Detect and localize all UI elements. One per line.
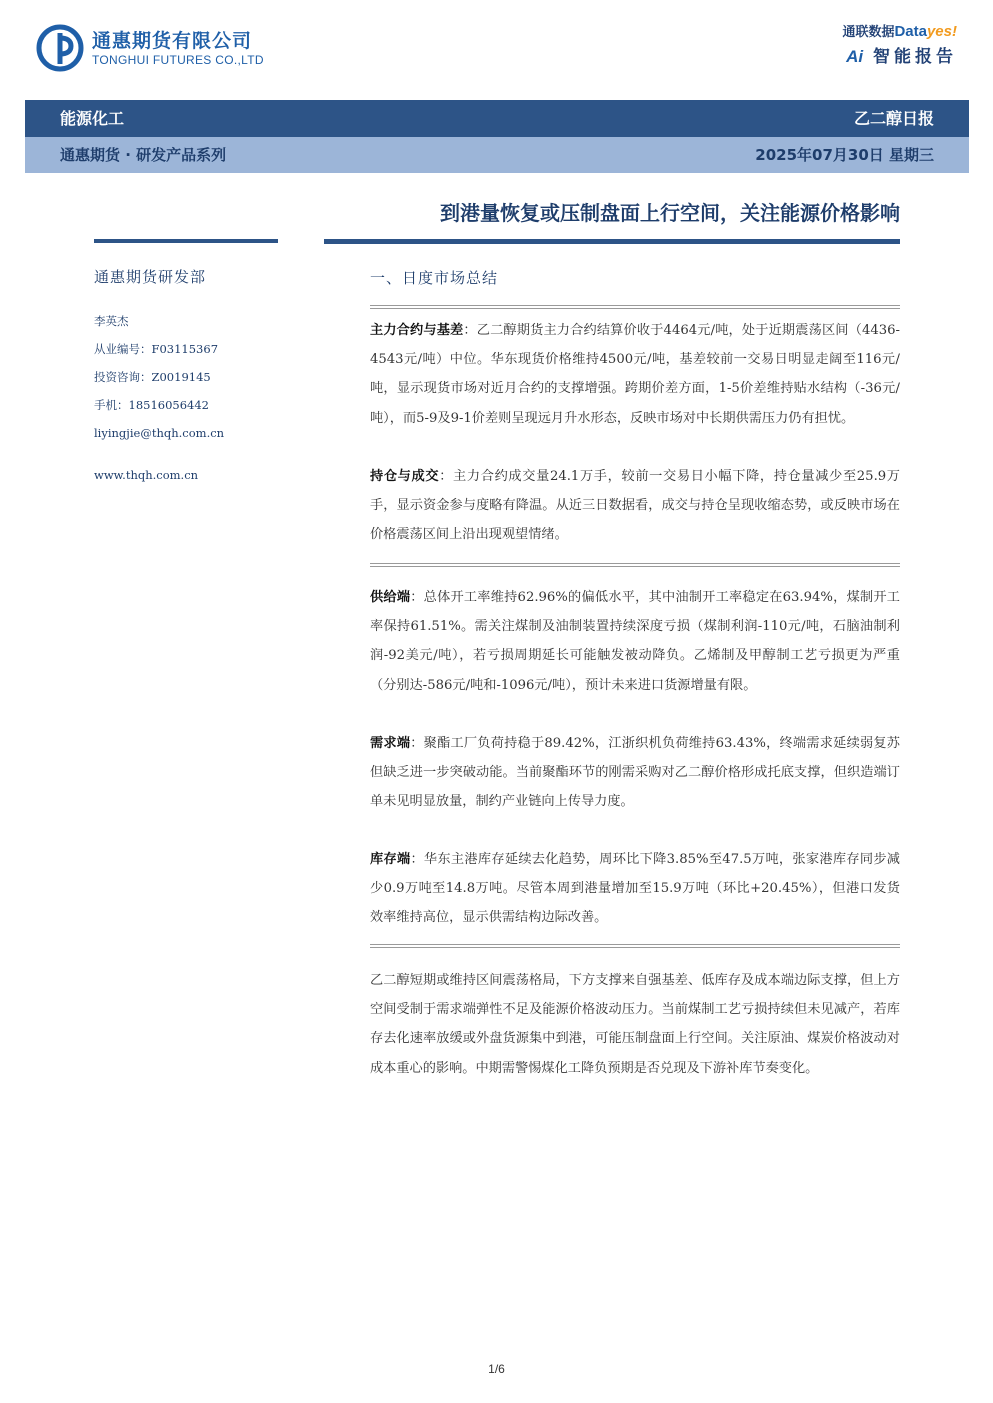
report-type-label: 乙二醇日报 <box>853 109 934 128</box>
paragraph-text: ：乙二醇期货主力合约结算价收于4464元/吨，处于近期震荡区间（4436-4543元/吨）中位。华东现货价格维持4500元/吨，基差较前一交易日明显走阔至116元/吨，显示现货市场对近月合约的支撑增强。跨期价差方面，1-5价差维持贴水结构（-36元/吨），而5-9及9-1价差则呈现远月升水形态，反映市场对中长期供需压力仍有担忧。 <box>370 323 900 426</box>
paragraph-label: 库存端 <box>370 852 411 867</box>
ai-mark: Ai <box>846 47 864 66</box>
paragraph-text: ：总体开工率维持62.96%的偏低水平，其中油制开工率稳定在63.94%，煤制开工率保持61.51%。需关注煤制及油制装置持续深度亏损（煤制利润-110元/吨，石脑油制利润-92美元/吨），若亏损周期延长可能触发被动降负。乙烯制及甲醇制工艺亏损更为严重（分别达-586元/吨和-1096元/吨），预计未来进口货源增量有限。 <box>370 590 900 693</box>
series-band <box>25 137 969 173</box>
paragraph-label: 供给端 <box>370 590 411 605</box>
logo-company-name-cn: 通惠期货有限公司 <box>92 30 253 52</box>
paragraph-label: 主力合约与基差 <box>370 323 464 338</box>
block-divider <box>370 563 900 567</box>
title-divider <box>324 239 900 244</box>
brand-report-label: 智能报告 <box>873 47 957 67</box>
paragraph-supply <box>370 583 900 700</box>
paragraph-text: ：主力合约成交量24.1万手，较前一交易日小幅下降，持仓量减少至25.9万手，显示资金参与度略有降温。从近三日数据看，成交与持仓呈现收缩态势，或反映市场在价格震荡区间上沿出现观望情绪。 <box>370 469 900 543</box>
datayes-brand <box>842 22 957 68</box>
tonghui-logo-icon <box>36 24 84 72</box>
page-number: 1/6 <box>488 1362 505 1376</box>
analyst-name: 李英杰 <box>94 314 129 328</box>
paragraph-text: ：华东主港库存延续去化趋势，周环比下降3.85%至47.5万吨，张家港库存同步减少0.9万吨至14.8万吨。尽管本周到港量增加至15.9万吨（环比+20.45%），但港口发货效率维持高位，显示供需结构边际改善。 <box>370 852 900 926</box>
logo-company-name-en: TONGHUI FUTURES CO.,LTD <box>92 53 264 67</box>
paragraph-label: 需求端 <box>370 736 411 751</box>
paragraph-outlook: 乙二醇短期或维持区间震荡格局，下方支撑来自强基差、低库存及成本端边际支撑，但上方空间受制于需求端弹性不足及能源价格波动压力。当前煤制工艺亏损持续但未见减产，若库存去化速率放缓或外盘货源集中到港，可能压制盘面上行空间。关注原油、煤炭价格波动对成本重心的影响。中期需警惕煤化工降负预期是否兑现及下游补库节奏变化。 <box>370 973 900 1076</box>
sidebar-divider <box>94 239 278 243</box>
email-link[interactable]: liyingjie@thqh.com.cn <box>94 426 225 440</box>
consult-number: 投资咨询：Z0019145 <box>94 370 211 384</box>
paragraph-futures-basis <box>370 316 900 433</box>
section-heading: 一、日度市场总结 <box>370 269 499 287</box>
website-link[interactable]: www.thqh.com.cn <box>94 468 199 482</box>
category-band <box>25 100 969 137</box>
series-label: 通惠期货 · 研发产品系列 <box>60 146 227 164</box>
paragraph-text: ：聚酯工厂负荷持稳于89.42%，江浙织机负荷维持63.43%，终端需求延续弱复苏但缺乏进一步突破动能。当前聚酯环节的刚需采购对乙二醇价格形成托底支撑，但织造端订单未见明显放量，制约产业链向上传导力度。 <box>370 736 900 810</box>
sector-label: 能源化工 <box>60 109 125 128</box>
company-logo <box>36 24 264 72</box>
section-divider <box>370 305 900 309</box>
paragraph-demand <box>370 729 900 817</box>
brand-top-line <box>842 22 957 43</box>
phone-number: 手机：18516056442 <box>94 398 209 412</box>
brand-data: Data <box>894 23 927 40</box>
paragraph-label: 持仓与成交 <box>370 469 440 484</box>
block-divider <box>370 944 900 948</box>
department-name: 通惠期货研发部 <box>94 268 207 286</box>
paragraph-position-volume <box>370 462 900 550</box>
license-number: 从业编号：F03115367 <box>94 342 219 356</box>
paragraph-inventory <box>370 845 900 933</box>
report-date: 2025年07月30日 星期三 <box>755 146 934 164</box>
brand-cn: 通联数据 <box>842 25 895 40</box>
brand-bottom-line <box>842 46 957 68</box>
analyst-contact <box>94 311 224 451</box>
brand-yes: yes! <box>926 23 957 40</box>
report-title: 到港量恢复或压制盘面上行空间，关注能源价格影响 <box>440 201 900 225</box>
